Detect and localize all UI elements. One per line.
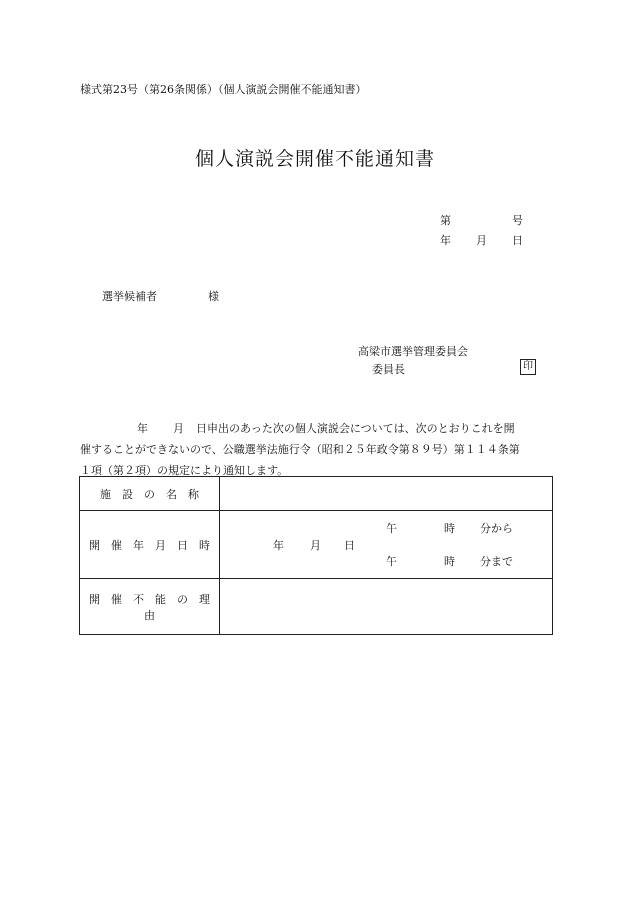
- datetime-day: 日: [344, 539, 355, 552]
- date-month: 月: [476, 234, 487, 247]
- time-from-suffix: 分から: [480, 522, 513, 535]
- time-from-ampm: 午: [386, 522, 397, 535]
- body-month-placeholder: 月: [173, 422, 184, 435]
- time-to-ampm: 午: [386, 555, 397, 568]
- details-table: [79, 476, 553, 635]
- datetime-value[interactable]: [220, 511, 553, 579]
- addressee-honorific: 様: [208, 290, 219, 303]
- time-from-hour: 時: [444, 522, 455, 535]
- datetime-month: 月: [310, 539, 321, 552]
- datetime-year: 年: [273, 539, 284, 552]
- facility-label: 施 設 の 名 称: [80, 477, 220, 511]
- body-line-2: 催することができないので、公職選挙法施行令（昭和２５年政令第８９号）第１１４条第: [80, 443, 520, 456]
- reason-label: 開 催 不 能 の 理 由: [80, 579, 220, 635]
- date-year: 年: [440, 234, 451, 247]
- time-to-suffix: 分まで: [480, 555, 513, 568]
- notice-body: [80, 418, 555, 481]
- number-suffix: 号: [512, 214, 523, 227]
- issuer-title: 委員長: [372, 363, 405, 376]
- body-line-3: １項（第２項）の規定により通知します。: [80, 464, 289, 477]
- issuer-committee: 高梁市選挙管理委員会: [358, 345, 468, 358]
- date-day: 日: [512, 234, 523, 247]
- facility-value[interactable]: [220, 477, 553, 511]
- body-line-1: 日申出のあった次の個人演説会については、次のとおりこれを開: [196, 422, 515, 435]
- seal-mark: 印: [520, 359, 536, 375]
- body-year-placeholder: 年: [137, 422, 148, 435]
- document-title: 個人演説会開催不能通知書: [194, 148, 435, 170]
- reason-value[interactable]: [220, 579, 553, 635]
- datetime-label: 開 催 年 月 日 時: [80, 511, 220, 579]
- addressee-label: 選挙候補者: [102, 290, 157, 303]
- time-to-hour: 時: [444, 555, 455, 568]
- number-prefix: 第: [440, 214, 451, 227]
- form-label: 様式第23号（第26条関係）（個人演説会開催不能通知書）: [80, 83, 367, 96]
